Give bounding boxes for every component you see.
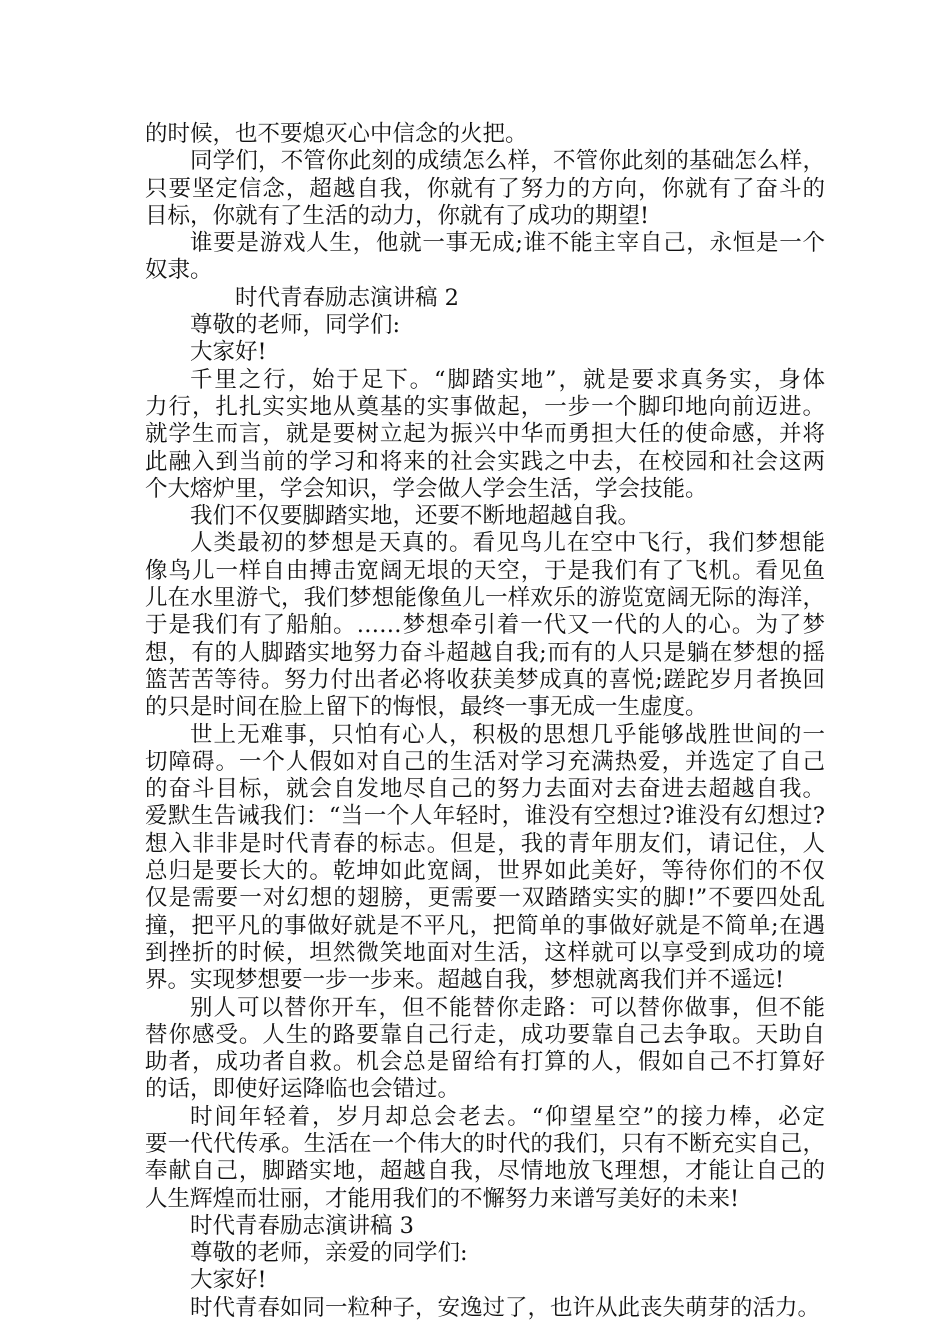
text-line: 的话，即使好运降临也会错过。 [145, 1076, 461, 1103]
text-line: 想，有的人脚踏实地努力奋斗超越自我;而有的人只是躺在梦想的摇 [145, 639, 825, 666]
text-line: 只要坚定信念，超越自我，你就有了努力的方向，你就有了奋斗的 [145, 175, 825, 202]
text-line: 爱默生告诫我们：“当一个人年轻时，谁没有空想过?谁没有幻想过? [145, 803, 825, 830]
section-title: 时代青春励志演讲稿 2 [235, 284, 459, 311]
text-line: 撞，把平凡的事做好就是不平凡，把简单的事做好就是不简单;在遇 [145, 912, 825, 939]
text-line: 力行，扎扎实实地从奠基的实事做起，一步一个脚印地向前迈进。 [145, 393, 825, 420]
text-line: 别人可以替你开车，但不能替你走路：可以替你做事，但不能 [190, 994, 825, 1021]
text-line: 尊敬的老师，亲爱的同学们: [190, 1240, 468, 1267]
text-line: 总归是要长大的。乾坤如此宽阔，世界如此美好，等待你们的不仅 [145, 858, 825, 885]
text-line: 时代青春如同一粒种子，安逸过了，也许从此丧失萌芽的活力。 [190, 1294, 821, 1321]
text-line: 切障碍。一个人假如对自己的生活对学习充满热爱，并选定了自己 [145, 748, 825, 775]
text-line: 界。实现梦想要一步一步来。超越自我，梦想就离我们并不遥远! [145, 967, 785, 994]
text-line: 时代青春励志演讲稿 3 [190, 1212, 414, 1239]
text-line: 同学们，不管你此刻的成绩怎么样，不管你此刻的基础怎么样， [190, 148, 825, 175]
text-line: 的时候，也不要熄灭心中信念的火把。 [145, 121, 528, 147]
text-line: 仅是需要一对幻想的翅膀，更需要一双踏踏实实的脚!”不要四处乱 [145, 885, 825, 912]
text-line: 就学生而言，就是要树立起为振兴中华而勇担大任的使命感，并将 [145, 421, 825, 448]
text-line: 千里之行，始于足下。“脚踏实地”，就是要求真务实，身体 [190, 366, 825, 393]
text-line: 助者，成功者自救。机会总是留给有打算的人，假如自己不打算好 [145, 1049, 825, 1076]
document-page [145, 121, 825, 1322]
text-line: 谁要是游戏人生，他就一事无成;谁不能主宰自己，永恒是一个 [190, 230, 825, 257]
text-line: 目标，你就有了生活的动力，你就有了成功的期望! [145, 202, 650, 229]
text-line: 篮苦苦等待。努力付出者必将收获美梦成真的喜悦;蹉跎岁月者换回 [145, 666, 825, 693]
text-line: 大家好! [190, 339, 267, 366]
text-line: 我们不仅要脚踏实地，还要不断地超越自我。 [190, 503, 641, 530]
text-line: 儿在水里游弋，我们梦想能像鱼儿一样欢乐的游览宽阔无际的海洋， [145, 585, 825, 612]
text-line: 替你感受。人生的路要靠自己行走，成功要靠自己去争取。天助自 [145, 1021, 825, 1048]
text-line: 奉献自己，脚踏实地，超越自我，尽情地放飞理想，才能让自己的 [145, 1158, 825, 1185]
text-line: 的奋斗目标，就会自发地尽自己的努力去面对去奋进去超越自我。 [145, 776, 825, 803]
text-line: 于是我们有了船舶。……梦想牵引着一代又一代的人的心。为了梦 [145, 612, 825, 639]
text-line: 世上无难事，只怕有心人，积极的思想几乎能够战胜世间的一 [190, 721, 825, 748]
text-line: 奴隶。 [145, 257, 213, 284]
text-line: 此融入到当前的学习和将来的社会实践之中去，在校园和社会这两 [145, 448, 825, 475]
text-line: 想入非非是时代青春的标志。但是，我的青年朋友们，请记住，人 [145, 830, 825, 857]
text-line: 大家好! [190, 1267, 267, 1294]
text-line: 的只是时间在脸上留下的悔恨，最终一事无成一生虚度。 [145, 694, 708, 721]
text-line: 人生辉煌而壮丽，才能用我们的不懈努力来谱写美好的未来! [145, 1185, 740, 1212]
text-line: 尊敬的老师，同学们: [190, 312, 401, 339]
text-line: 个大熔炉里，学会知识，学会做人学会生活，学会技能。 [145, 475, 708, 502]
text-line: 到挫折的时候，坦然微笑地面对生活，这样就可以享受到成功的境 [145, 939, 825, 966]
text-line: 时间年轻着，岁月却总会老去。“仰望星空”的接力棒，必定 [190, 1103, 825, 1130]
text-line: 要一代代传承。生活在一个伟大的时代的我们，只有不断充实自己， [145, 1130, 825, 1157]
text-line: 像鸟儿一样自由搏击宽阔无垠的天空，于是我们有了飞机。看见鱼 [145, 557, 825, 584]
text-line: 人类最初的梦想是天真的。看见鸟儿在空中飞行，我们梦想能 [190, 530, 825, 557]
